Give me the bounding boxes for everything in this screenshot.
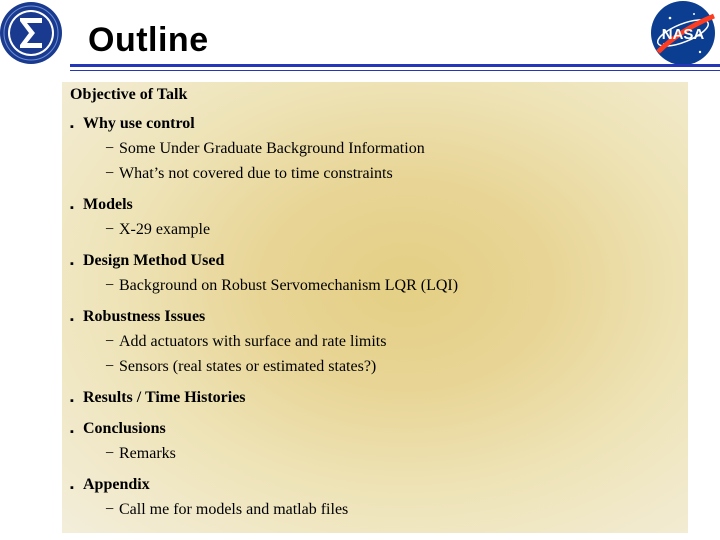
outline-subitem-label: Call me for models and matlab files [119, 501, 349, 518]
outline-item [62, 195, 688, 245]
outline-subitem [62, 332, 688, 357]
dash-bullet-icon: − [105, 333, 115, 350]
outline-subitem [62, 164, 688, 189]
outline-item [62, 307, 688, 382]
outline-subitem-label: Remarks [119, 445, 176, 462]
outline-subitem-label: Some Under Graduate Background Information [119, 140, 425, 157]
outline-item-line [62, 307, 688, 332]
outline-item-label: Why use control [83, 115, 195, 132]
outline-subitem-label: Add actuators with surface and rate limits [119, 333, 387, 350]
nasa-meatball-logo-icon [650, 0, 720, 70]
outline-item [62, 251, 688, 301]
outline-subitem [62, 276, 688, 301]
outline-item-label: Robustness Issues [83, 308, 206, 325]
header-rule-thin [70, 70, 720, 71]
dash-bullet-icon: − [105, 221, 115, 238]
square-bullet-icon: ▪ [70, 258, 74, 270]
content-panel [62, 82, 688, 533]
dash-bullet-icon: − [105, 165, 115, 182]
slide-header [0, 0, 720, 80]
nasa-dryden-sigma-logo-icon [0, 0, 66, 66]
dash-bullet-icon: − [105, 277, 115, 294]
outline-list [62, 114, 688, 531]
outline-item [62, 388, 688, 413]
outline-item [62, 114, 688, 189]
slide-title: Outline [88, 21, 209, 59]
dash-bullet-icon: − [105, 140, 115, 157]
outline-subitem [62, 220, 688, 245]
svg-text:NASA: NASA [661, 26, 705, 43]
outline-item-line [62, 195, 688, 220]
square-bullet-icon: ▪ [70, 426, 74, 438]
outline-item-label: Conclusions [83, 420, 166, 437]
outline-item [62, 475, 688, 525]
outline-item-line [62, 475, 688, 500]
outline-item-label: Results / Time Histories [83, 389, 246, 406]
square-bullet-icon: ▪ [70, 121, 74, 133]
outline-item-label: Appendix [83, 476, 150, 493]
square-bullet-icon: ▪ [70, 395, 74, 407]
outline-subitem [62, 357, 688, 382]
outline-item-label: Models [83, 196, 133, 213]
outline-item-line [62, 251, 688, 276]
dash-bullet-icon: − [105, 501, 115, 518]
dash-bullet-icon: − [105, 358, 115, 375]
outline-heading: Objective of Talk [70, 86, 188, 103]
header-rule-thick [70, 64, 720, 67]
outline-subitem [62, 139, 688, 164]
outline-item-label: Design Method Used [83, 252, 225, 269]
outline-item [62, 419, 688, 469]
outline-item-line [62, 114, 688, 139]
outline-subitem-label: What’s not covered due to time constraints [119, 165, 393, 182]
dash-bullet-icon: − [105, 445, 115, 462]
outline-subitem-label: X-29 example [119, 221, 211, 238]
outline-subitem [62, 444, 688, 469]
outline-subitem [62, 500, 688, 525]
outline-subitem-label: Sensors (real states or estimated states?) [119, 358, 377, 375]
square-bullet-icon: ▪ [70, 482, 74, 494]
outline-subitem-label: Background on Robust Servomechanism LQR (LQI) [119, 277, 459, 294]
outline-item-line [62, 419, 688, 444]
outline-item-line [62, 388, 688, 413]
square-bullet-icon: ▪ [70, 314, 74, 326]
square-bullet-icon: ▪ [70, 202, 74, 214]
